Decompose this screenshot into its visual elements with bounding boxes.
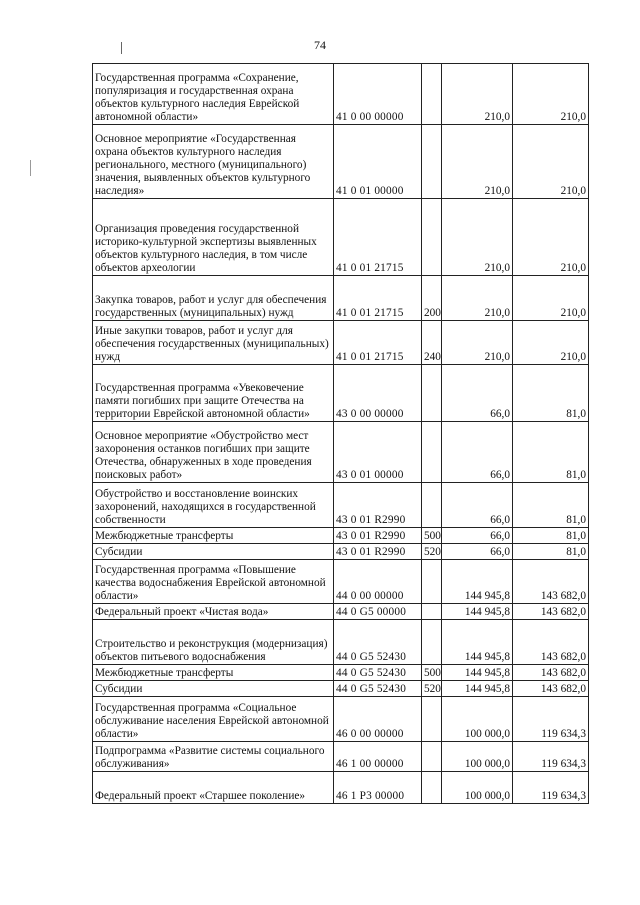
row-name: Подпрограмма «Развитие системы социального обслуживания»	[93, 742, 334, 772]
row-code: 43 0 01 R2990	[334, 544, 422, 560]
table-row	[93, 604, 589, 620]
row-value-1: 144 945,8	[442, 560, 513, 604]
row-value-2: 143 682,0	[513, 665, 589, 681]
row-value-2: 119 634,3	[513, 697, 589, 742]
row-name: Государственная программа «Социальное обслуживание населения Еврейской автономной области»	[93, 697, 334, 742]
row-value-2: 143 682,0	[513, 560, 589, 604]
row-type: 520	[422, 544, 442, 560]
row-name: Государственная программа «Увековечение памяти погибших при защите Отечества на территории Еврейской автономной области»	[93, 365, 334, 422]
row-code: 44 0 G5 52430	[334, 620, 422, 665]
row-code: 43 0 01 R2990	[334, 528, 422, 544]
row-code: 43 0 00 00000	[334, 365, 422, 422]
row-value-1: 66,0	[442, 365, 513, 422]
row-value-1: 144 945,8	[442, 604, 513, 620]
row-name: Государственная программа «Сохранение, популяризация и государственная охрана объектов культурного наследия Еврейской автономной области»	[93, 64, 334, 125]
table-row	[93, 483, 589, 528]
table-row	[93, 772, 589, 804]
row-name: Федеральный проект «Старшее поколение»	[93, 772, 334, 804]
row-value-2: 210,0	[513, 199, 589, 276]
table-row	[93, 125, 589, 199]
budget-table-body	[93, 64, 589, 804]
margin-mark	[121, 42, 122, 54]
row-value-1: 66,0	[442, 528, 513, 544]
row-type	[422, 604, 442, 620]
row-value-2: 119 634,3	[513, 772, 589, 804]
row-value-2: 210,0	[513, 64, 589, 125]
row-value-1: 210,0	[442, 276, 513, 321]
row-code: 43 0 01 R2990	[334, 483, 422, 528]
row-value-1: 210,0	[442, 125, 513, 199]
row-type: 500	[422, 665, 442, 681]
row-value-2: 81,0	[513, 544, 589, 560]
row-code: 46 1 P3 00000	[334, 772, 422, 804]
row-value-2: 119 634,3	[513, 742, 589, 772]
row-code: 46 1 00 00000	[334, 742, 422, 772]
row-value-1: 100 000,0	[442, 772, 513, 804]
row-value-1: 66,0	[442, 422, 513, 483]
row-value-2: 210,0	[513, 125, 589, 199]
row-type	[422, 125, 442, 199]
row-name: Государственная программа «Повышение качества водоснабжения Еврейской автономной области»	[93, 560, 334, 604]
row-type	[422, 199, 442, 276]
row-type: 200	[422, 276, 442, 321]
row-name: Закупка товаров, работ и услуг для обеспечения государственных (муниципальных) нужд	[93, 276, 334, 321]
row-value-1: 144 945,8	[442, 665, 513, 681]
row-code: 46 0 00 00000	[334, 697, 422, 742]
row-value-1: 144 945,8	[442, 681, 513, 697]
row-value-1: 100 000,0	[442, 742, 513, 772]
table-row	[93, 681, 589, 697]
row-type	[422, 772, 442, 804]
row-type	[422, 697, 442, 742]
table-row	[93, 365, 589, 422]
row-value-1: 100 000,0	[442, 697, 513, 742]
row-value-2: 81,0	[513, 528, 589, 544]
row-value-1: 144 945,8	[442, 620, 513, 665]
table-row	[93, 544, 589, 560]
row-code: 44 0 G5 52430	[334, 681, 422, 697]
page-number: 74	[314, 38, 326, 52]
table-row	[93, 276, 589, 321]
row-type	[422, 620, 442, 665]
row-value-2: 81,0	[513, 483, 589, 528]
row-type	[422, 365, 442, 422]
row-name: Иные закупки товаров, работ и услуг для обеспечения государственных (муниципальных) нужд	[93, 321, 334, 365]
table-row	[93, 665, 589, 681]
row-name: Субсидии	[93, 544, 334, 560]
row-name: Федеральный проект «Чистая вода»	[93, 604, 334, 620]
row-name: Межбюджетные трансферты	[93, 528, 334, 544]
row-type	[422, 560, 442, 604]
margin-mark	[30, 160, 31, 176]
row-code: 44 0 G5 00000	[334, 604, 422, 620]
row-type: 240	[422, 321, 442, 365]
table-row	[93, 697, 589, 742]
row-value-1: 210,0	[442, 321, 513, 365]
table-row	[93, 422, 589, 483]
row-code: 41 0 01 00000	[334, 125, 422, 199]
row-code: 41 0 01 21715	[334, 321, 422, 365]
row-name: Организация проведения государственной историко-культурной экспертизы выявленных объектов культурного наследия, в том числе объектов археологии	[93, 199, 334, 276]
row-type	[422, 64, 442, 125]
row-name: Субсидии	[93, 681, 334, 697]
row-name: Строительство и реконструкция (модернизация) объектов питьевого водоснабжения	[93, 620, 334, 665]
row-name: Обустройство и восстановление воинских захоронений, находящихся в государственной собственности	[93, 483, 334, 528]
row-code: 41 0 01 21715	[334, 199, 422, 276]
row-code: 44 0 00 00000	[334, 560, 422, 604]
row-type	[422, 422, 442, 483]
row-code: 43 0 01 00000	[334, 422, 422, 483]
row-code: 41 0 01 21715	[334, 276, 422, 321]
budget-table	[92, 63, 589, 804]
row-value-1: 66,0	[442, 544, 513, 560]
row-name: Основное мероприятие «Обустройство мест захоронения останков погибших при защите Отечества, обнаруженных в ходе проведения поисковых работ»	[93, 422, 334, 483]
table-row	[93, 199, 589, 276]
row-value-2: 210,0	[513, 321, 589, 365]
row-name: Основное мероприятие «Государственная охрана объектов культурного наследия регионального, местного (муниципального) значения, выявленных объектов культурного наследия»	[93, 125, 334, 199]
table-row	[93, 64, 589, 125]
row-value-1: 210,0	[442, 199, 513, 276]
row-value-1: 66,0	[442, 483, 513, 528]
row-value-2: 81,0	[513, 422, 589, 483]
row-type	[422, 483, 442, 528]
row-type	[422, 742, 442, 772]
table-row	[93, 528, 589, 544]
row-name: Межбюджетные трансферты	[93, 665, 334, 681]
table-row	[93, 742, 589, 772]
table-row	[93, 620, 589, 665]
row-value-2: 81,0	[513, 365, 589, 422]
row-type: 520	[422, 681, 442, 697]
row-type: 500	[422, 528, 442, 544]
row-value-1: 210,0	[442, 64, 513, 125]
row-value-2: 143 682,0	[513, 620, 589, 665]
row-value-2: 143 682,0	[513, 604, 589, 620]
table-row	[93, 321, 589, 365]
row-code: 41 0 00 00000	[334, 64, 422, 125]
row-value-2: 210,0	[513, 276, 589, 321]
table-row	[93, 560, 589, 604]
row-code: 44 0 G5 52430	[334, 665, 422, 681]
row-value-2: 143 682,0	[513, 681, 589, 697]
